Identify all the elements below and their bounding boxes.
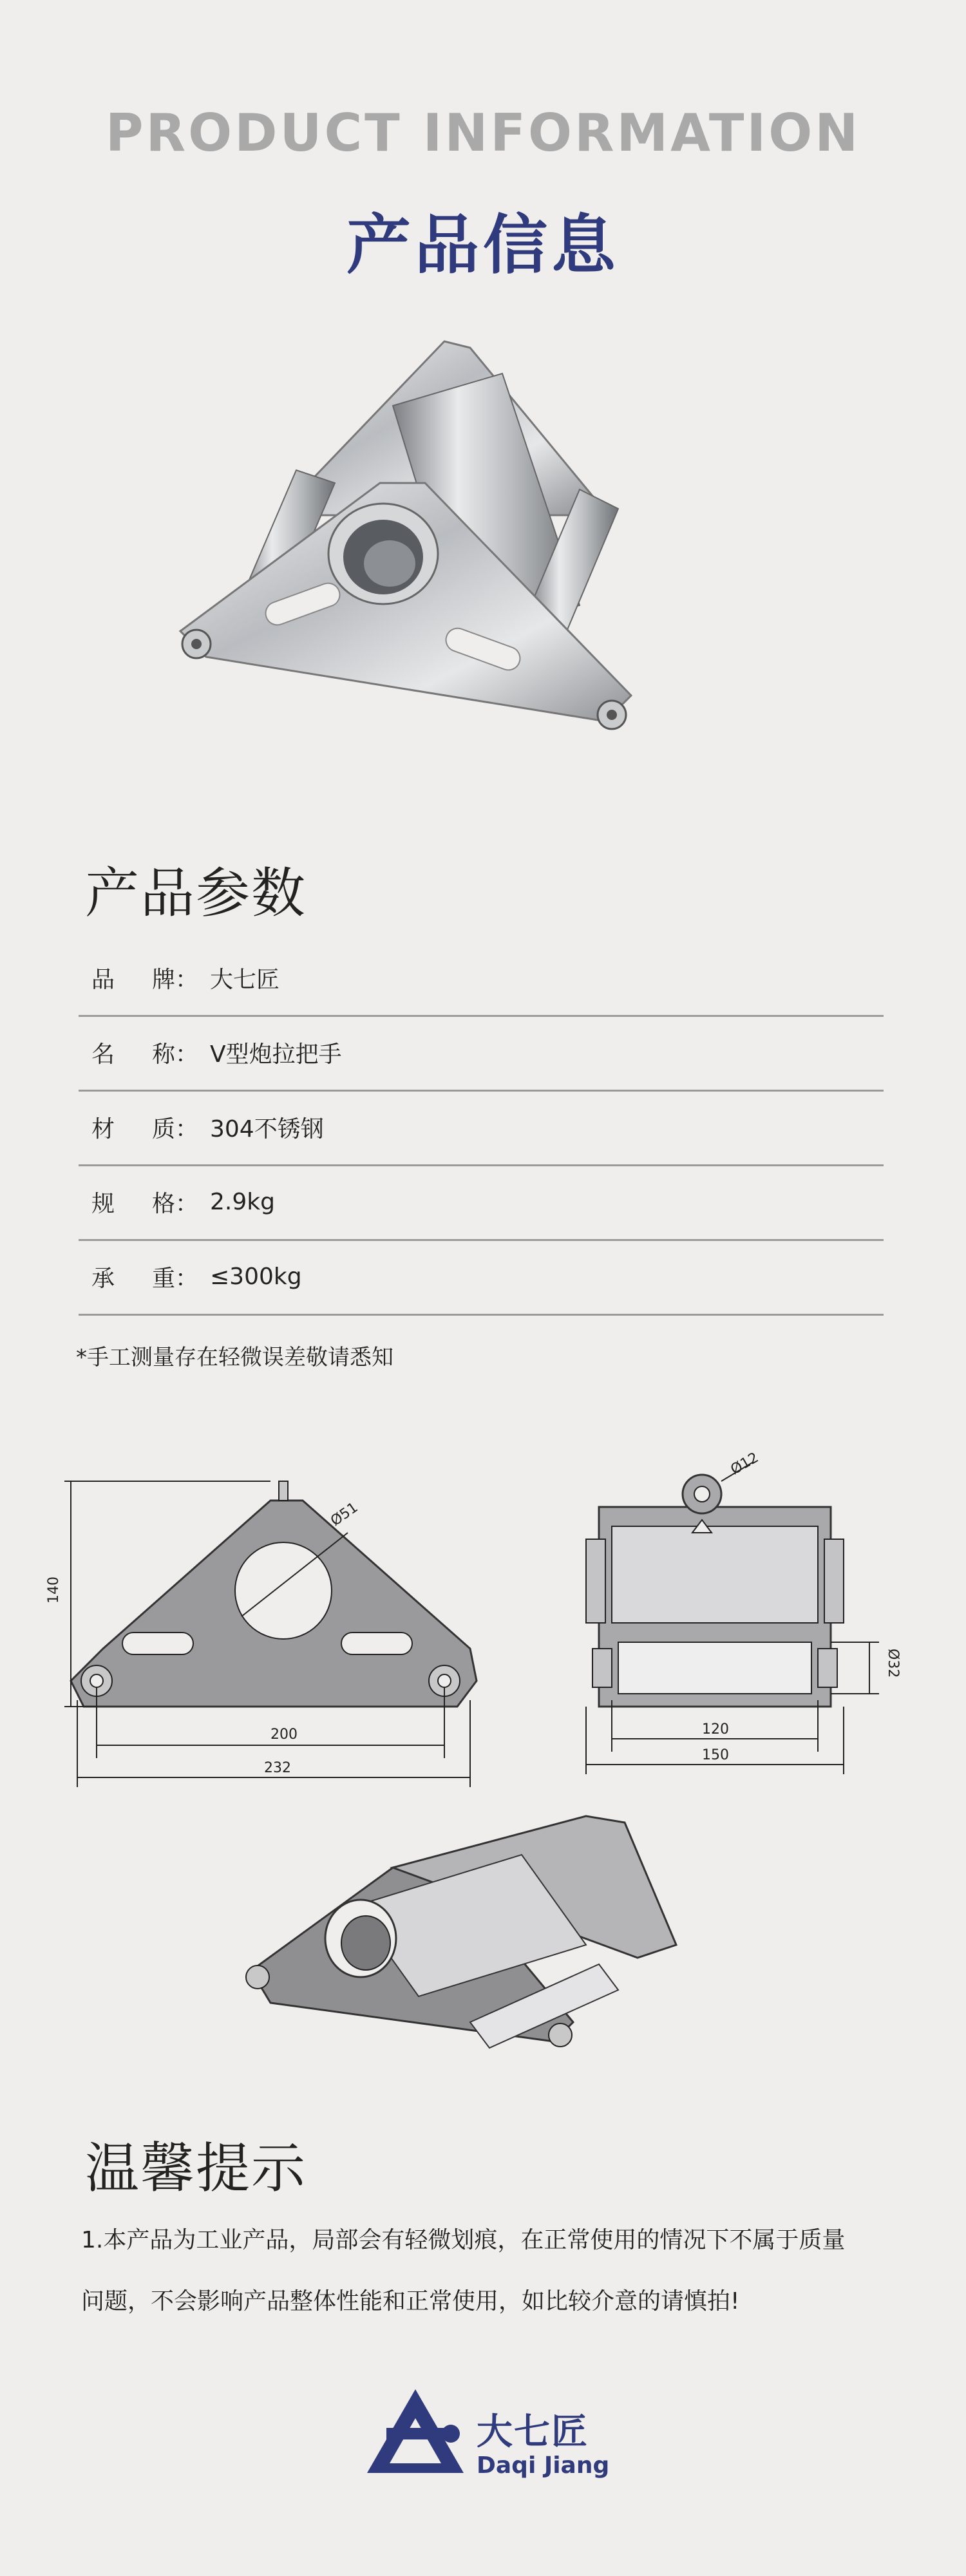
dim-dia32: Ø32 [885,1649,901,1678]
english-title: PRODUCT INFORMATION [105,103,861,163]
dim-dia12: Ø12 [728,1449,762,1479]
tips-line-1: 1.本产品为工业产品，局部会有轻微划痕，在正常使用的情况下不属于质量 [81,2227,846,2253]
dim-200: 200 [270,1727,298,1743]
specs-title: 产品参数 [85,862,307,925]
tips-line-2: 问题，不会影响产品整体性能和正常使用，如比较介意的请慎拍! [81,2288,740,2315]
dim-140: 140 [46,1577,62,1604]
dimension-drawing [46,1449,908,2099]
page-title: 产品信息 [346,207,620,283]
spec-value: 304不锈钢 [210,1115,324,1142]
tips-title: 温馨提示 [85,2137,307,2200]
brand-name-en: Daqi Jiang [477,2452,610,2479]
spec-row-spec: 规 格： 2.9kg [79,1164,884,1241]
spec-value: 2.9kg [210,1188,275,1215]
dim-dia51: Ø51 [328,1499,361,1530]
dim-120: 120 [702,1721,729,1738]
spec-row-load: 承 重： ≤300kg [79,1239,884,1316]
dim-232: 232 [264,1760,291,1776]
spec-value: 大七匠 [210,966,280,993]
product-photo [167,335,721,753]
spec-value: V型炮拉把手 [210,1041,342,1068]
brand-name-cn: 大七匠 [477,2411,589,2453]
spec-value: ≤300kg [210,1263,302,1290]
dim-150: 150 [702,1747,729,1763]
measurement-note: *手工测量存在轻微误差敬请悉知 [76,1345,393,1370]
spec-row-name: 名 称： V型炮拉把手 [79,1015,884,1092]
spec-row-brand: 品 牌： 大七匠 [79,940,884,1015]
spec-row-material: 材 质： 304不锈钢 [79,1090,884,1166]
brand-logo-icon [361,2383,470,2479]
